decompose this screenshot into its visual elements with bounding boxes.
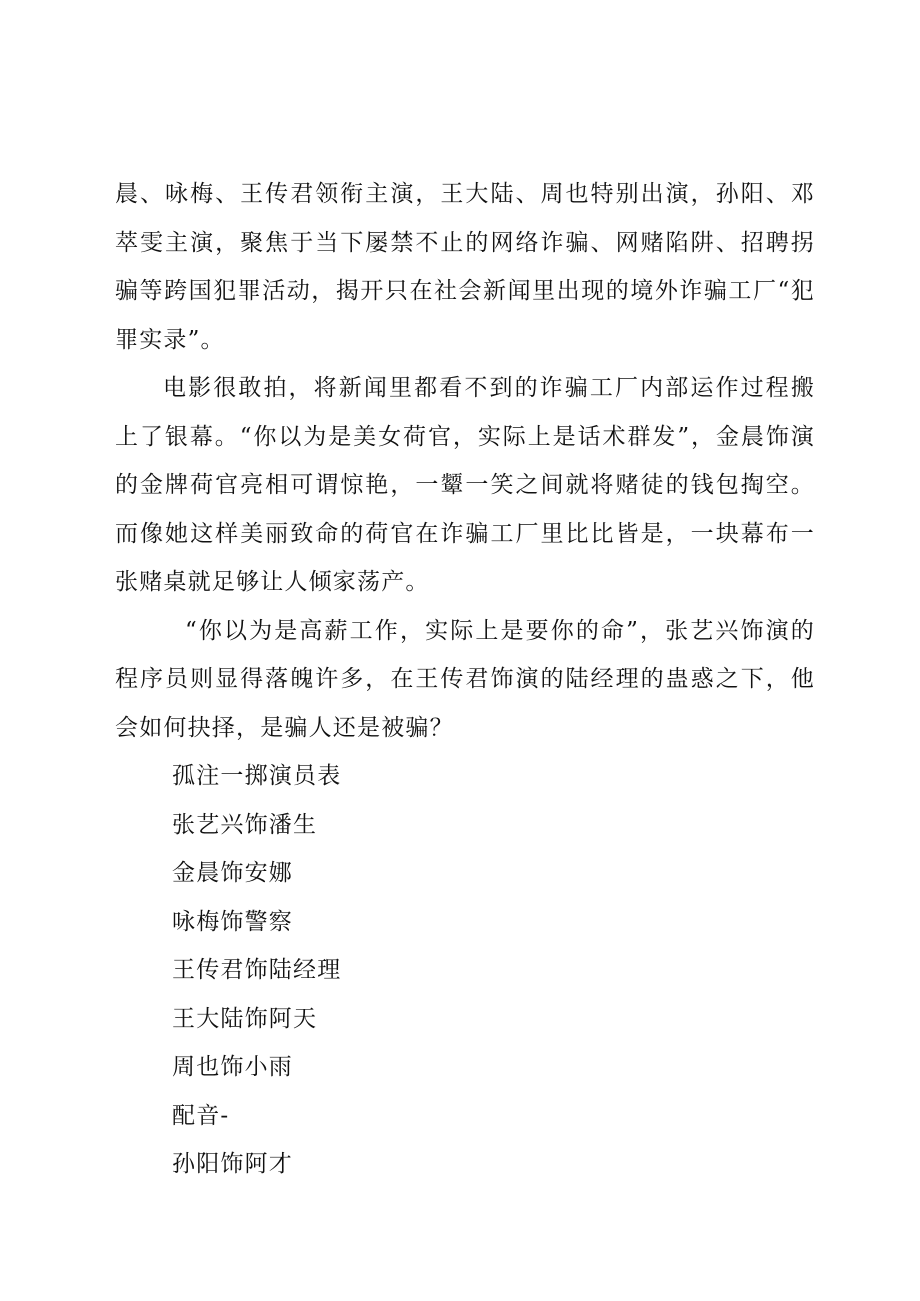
cast-list-item: 咏梅饰警察 [172, 908, 293, 935]
document-body [115, 170, 815, 1189]
cast-list-item: 金晨饰安娜 [172, 860, 293, 886]
cast-list-item: 周也饰小雨 [172, 1054, 293, 1080]
paragraph-programmer: “你以为是高薪工作，实际上是要你的命”，张艺兴饰演的程序员则显得落魄许多，在王传君饰演的陆经理的蛊惑之下，他会如何抉择，是骗人还是被骗？ [115, 617, 815, 741]
cast-list-title: 孤注一掷演员表 [172, 763, 342, 789]
paragraph-cast-intro: 晨、咏梅、王传君领衔主演，王大陆、周也特别出演，孙阳、邓萃雯主演，聚焦于当下屡禁不止的网络诈骗、网赌陷阱、招聘拐骗等跨国犯罪活动，揭开只在社会新闻里出现的境外诈骗工厂“犯罪实录”。 [115, 181, 815, 353]
cast-list-item: 配音- [172, 1102, 230, 1129]
paragraph-scam-factory: 电影很敢拍，将新闻里都看不到的诈骗工厂内部运作过程搬上了银幕。“你以为是美女荷官，实际上是话术群发”，金晨饰演的金牌荷官亮相可谓惊艳，一颦一笑之间就将赌徒的钱包掏空。而像她这样美丽致命的荷官在诈骗工厂里比比皆是，一块幕布一张赌桌就足够让人倾家荡产。 [115, 375, 815, 595]
cast-list-item: 孙阳饰阿才 [172, 1151, 293, 1177]
cast-list-item: 王大陆饰阿天 [172, 1005, 318, 1032]
cast-list [115, 752, 815, 1189]
cast-list-item: 张艺兴饰潘生 [172, 811, 318, 838]
cast-list-item: 王传君饰陆经理 [172, 957, 342, 983]
